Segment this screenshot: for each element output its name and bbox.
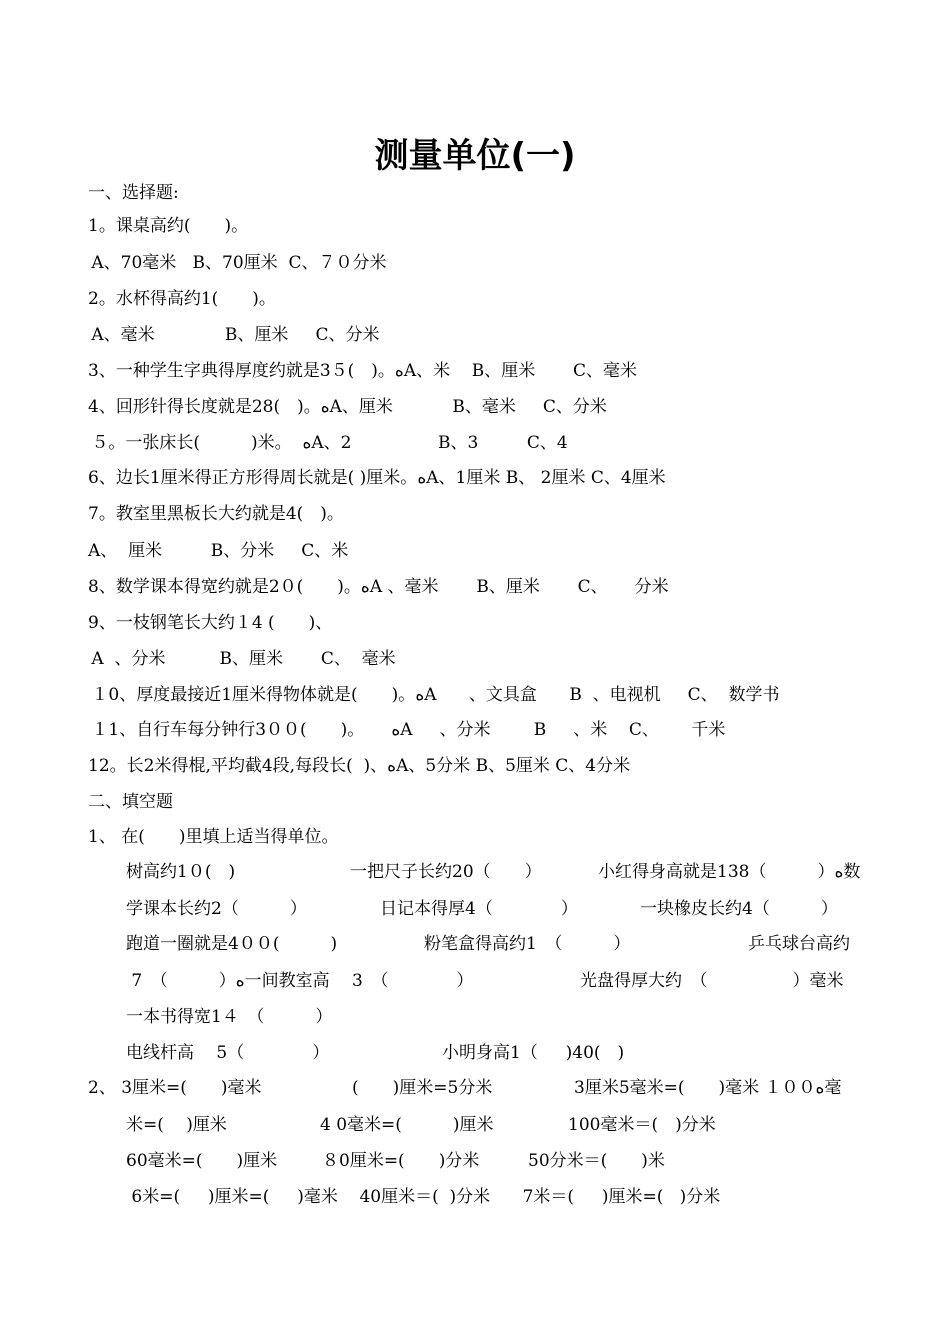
fill-item: 跑道一圈就是4００( ) bbox=[126, 934, 338, 954]
question-10: １0、厚度最接近1厘米得物体就是( )。ﻩA 、文具盒 B 、电视机 C、 数学书 bbox=[86, 685, 780, 705]
fill-item: 学课本长约2（ ） bbox=[126, 899, 307, 919]
conversion-item: 100毫米＝( )分米 bbox=[568, 1115, 716, 1135]
fill-item: 一块橡皮长约4（ ） bbox=[640, 899, 838, 919]
conversion-item: 米=( )厘米 bbox=[126, 1115, 227, 1135]
conversion-item: 6米=( )厘米=( )毫米 40厘米＝( )分米 7米＝( )厘米=( )分米 bbox=[126, 1187, 721, 1207]
conversion-item: 3厘米5毫米=( )毫米 １００ﻩ毫 bbox=[574, 1078, 842, 1098]
conversion-item: ( )厘米=5分米 bbox=[352, 1078, 493, 1098]
question-4: 4、回形针得长度就是28( )。ﻩA、厘米 B、毫米 C、分米 bbox=[88, 397, 607, 417]
question-1-options: A、70毫米 B、70厘米 C、７０分米 bbox=[86, 253, 387, 273]
fill-item: 粉笔盒得高约1 （ ） bbox=[424, 934, 631, 954]
question-2-options: A、毫米 B、厘米 C、分米 bbox=[86, 325, 380, 345]
fill-item: 7 （ ）ﻩ一间教室高 3 （ ） bbox=[126, 971, 474, 991]
conversion-item: 4 0毫米=( )厘米 bbox=[320, 1115, 494, 1135]
question-7-options: A、 厘米 B、分米 C、米 bbox=[88, 541, 349, 561]
fill-item: 日记本得厚4（ ） bbox=[380, 899, 578, 919]
question-6: 6、边长1厘米得正方形得周长就是( )厘米。ﻩA、1厘米 B、 2厘米 C、4厘米 bbox=[88, 468, 666, 488]
conversion-item: 50分米＝( )米 bbox=[528, 1151, 665, 1171]
fill-item: 乒乓球台高约 bbox=[748, 934, 850, 954]
section-heading-fill: 二、填空题 bbox=[88, 792, 173, 812]
fill-item: 小红得身高就是138（ ）ﻩ数 bbox=[598, 862, 861, 882]
question-2: 2。水杯得高约1( )。 bbox=[88, 289, 276, 309]
fill-question-1: 1、 在( )里填上适当得单位。 bbox=[88, 827, 339, 847]
question-9-options: A 、分米 B、厘米 C、 毫米 bbox=[86, 649, 396, 669]
fill-item: 光盘得厚大约 （ ）毫米 bbox=[580, 971, 844, 991]
page-title: 测量单位(一) bbox=[374, 136, 576, 176]
fill-item: 一本书得宽1４ （ ） bbox=[126, 1007, 333, 1027]
question-11: １1、自行车每分钟行3００( )。 ﻩA 、分米 B 、米 C、 千米 bbox=[86, 720, 726, 740]
question-8: 8、数学课本得宽约就是2０( )。ﻩA 、毫米 B、厘米 C、 分米 bbox=[88, 577, 669, 597]
fill-item: 树高约1０( ) bbox=[126, 862, 236, 882]
question-9: 9、一枝钢笔长大约１4 ( )、 bbox=[88, 613, 333, 633]
fill-item: 一把尺子长约20（ ） bbox=[350, 862, 542, 882]
question-7: 7。教室里黑板长大约就是4( )。 bbox=[88, 504, 344, 524]
section-heading-choice: 一、选择题: bbox=[88, 183, 179, 203]
question-12: 12。长2米得棍,平均截4段,每段长( )、ﻩA、5分米 B、5厘米 C、4分米 bbox=[88, 756, 631, 776]
fill-item: 电线杆高 5（ ） bbox=[126, 1043, 330, 1063]
question-5: ５。一张床长( )米。 ﻩA、2 B、3 C、4 bbox=[86, 433, 568, 453]
fill-item: 小明身高1（ )40( ) bbox=[442, 1043, 625, 1063]
conversion-item: 60毫米=( )厘米 bbox=[126, 1151, 278, 1171]
question-1: 1。课桌高约( )。 bbox=[88, 216, 249, 236]
conversion-item: ８0厘米=( )分米 bbox=[322, 1151, 480, 1171]
conversion-question-2: 2、 3厘米=( )毫米 bbox=[88, 1078, 262, 1098]
question-3: 3、一种学生字典得厚度约就是3５( )。ﻩA、米 B、厘米 C、毫米 bbox=[88, 361, 638, 381]
